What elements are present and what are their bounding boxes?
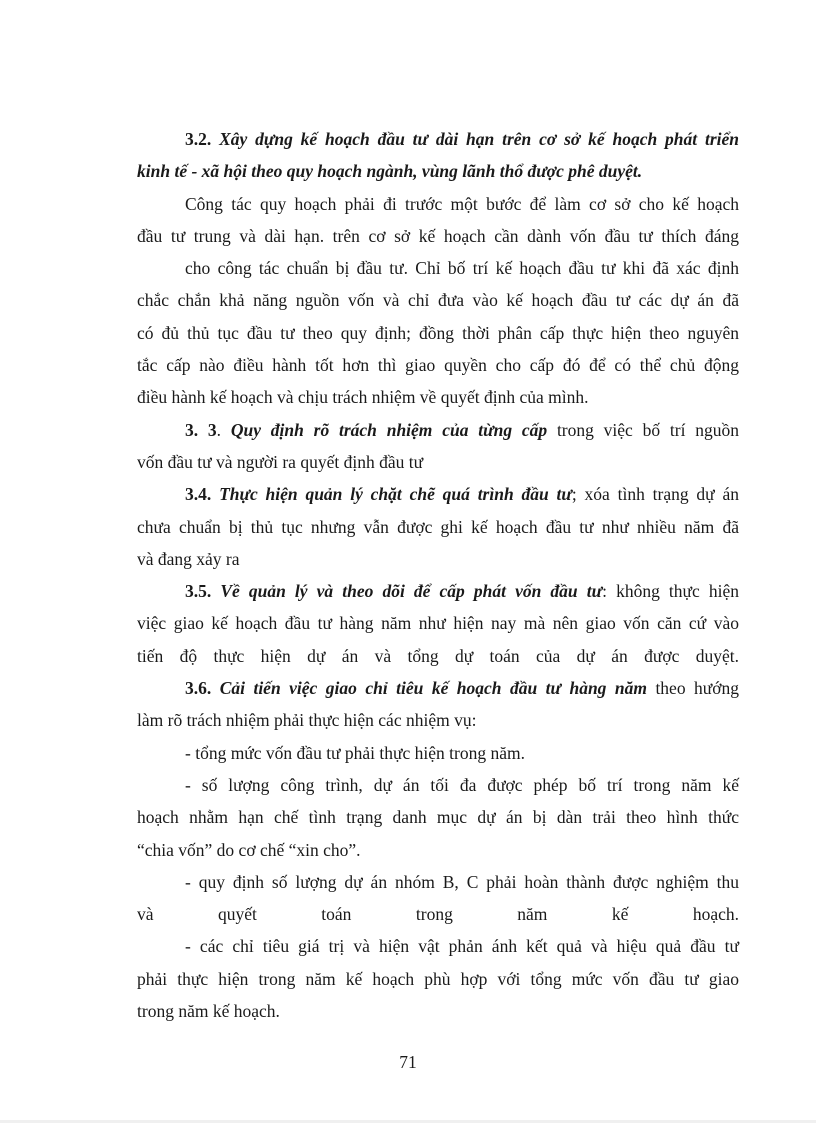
paragraph-line: có đủ thủ tục đầu tư theo quy định; đồng thời phân cấp thực hiện theo nguyên: [137, 322, 739, 343]
paragraph-line: việc giao kế hoạch đầu tư hàng năm như hiện nay mà nên giao vốn căn cứ vào: [137, 613, 739, 634]
paragraph-line: chắc chắn khả năng nguồn vốn và chỉ đưa vào kế hoạch đầu tư các dự án đã: [137, 290, 739, 311]
section-3-4-line-1: [137, 478, 739, 510]
section-3-5-text: : không thực hiện: [602, 581, 739, 602]
section-3-2-heading-text: Xây dựng kế hoạch đầu tư dài hạn trên cơ sở kế hoạch phát triển: [219, 129, 739, 149]
list-item: - tổng mức vốn đầu tư phải thực hiện trong năm.: [185, 742, 525, 763]
section-3-3-text: trong việc bố trí nguồn: [547, 419, 740, 440]
page-content: [137, 123, 739, 1027]
list-item-continuation: trong năm kế hoạch.: [137, 1001, 280, 1022]
section-3-2-heading-line-2: kinh tế - xã hội theo quy hoạch ngành, vùng lãnh thổ được phê duyệt.: [137, 161, 643, 182]
section-3-4-number: 3.4.: [185, 484, 212, 505]
section-3-6-heading: Cải tiến việc giao chỉ tiêu kế hoạch đầu tư hàng năm: [219, 678, 647, 699]
paragraph-line: cho công tác chuẩn bị đầu tư. Chỉ bố trí kế hoạch đầu tư khi đã xác định: [185, 258, 739, 279]
paragraph-line: đầu tư trung và dài hạn. trên cơ sở kế hoạch cần dành vốn đầu tư thích đáng: [137, 225, 739, 246]
paragraph-line: Công tác quy hoạch phải đi trước một bước để làm cơ sở cho kế hoạch: [185, 193, 739, 214]
section-3-3-separator: .: [216, 419, 231, 440]
section-3-3-heading: Quy định rõ trách nhiệm của từng cấp: [230, 419, 548, 440]
section-3-6-number: 3.6.: [185, 678, 212, 699]
section-3-2-number: 3.2.: [185, 129, 212, 149]
paragraph-line: tắc cấp nào điều hành tốt hơn thì giao quyền cho cấp đó để có thể chủ động: [137, 355, 739, 376]
list-item-continuation: “chia vốn” do cơ chế “xin cho”.: [137, 839, 361, 860]
section-3-4-text: ; xóa tình trạng dự án: [571, 484, 739, 505]
paragraph-line: làm rõ trách nhiệm phải thực hiện các nhiệm vụ:: [137, 710, 477, 731]
list-item-continuation: phải thực hiện trong năm kế hoạch phù hợp với tổng mức vốn đầu tư giao: [137, 968, 739, 989]
section-3-3-line-1: [137, 414, 739, 446]
paragraph-line: và đang xảy ra: [137, 548, 240, 569]
section-3-5-heading: Về quản lý và theo dõi để cấp phát vốn đầu tư: [220, 581, 603, 602]
section-3-3-number: 3. 3: [185, 419, 217, 440]
list-item: - quy định số lượng dự án nhóm B, C phải hoàn thành được nghiệm thu: [185, 871, 739, 892]
section-3-4-heading: Thực hiện quản lý chặt chẽ quá trình đầu tư: [219, 484, 572, 505]
paragraph-line: điều hành kế hoạch và chịu trách nhiệm về quyết định của mình.: [137, 387, 589, 408]
section-3-2-heading-line-1: [137, 123, 739, 155]
section-3-6-line-1: [137, 672, 739, 704]
section-3-6-text: theo hướng: [646, 678, 740, 699]
page-number: 71: [399, 1052, 417, 1072]
list-item-continuation: và quyết toán trong năm kế hoạch.: [137, 904, 739, 925]
section-3-5-line-1: [137, 575, 739, 607]
list-item-continuation: hoạch nhằm hạn chế tình trạng danh mục dự án bị dàn trải theo hình thức: [137, 807, 739, 828]
section-3-5-number: 3.5.: [185, 581, 212, 602]
paragraph-line: chưa chuẩn bị thủ tục nhưng vẫn được ghi kế hoạch đầu tư như nhiều năm đã: [137, 516, 739, 537]
list-item: - số lượng công trình, dự án tối đa được phép bố trí trong năm kế: [185, 774, 739, 795]
paragraph-line: tiến độ thực hiện dự án và tổng dự toán của dự án được duyệt.: [137, 645, 739, 666]
paragraph-line: vốn đầu tư và người ra quyết định đầu tư: [137, 451, 424, 472]
list-item: - các chỉ tiêu giá trị và hiện vật phản ánh kết quả và hiệu quả đầu tư: [185, 936, 739, 957]
